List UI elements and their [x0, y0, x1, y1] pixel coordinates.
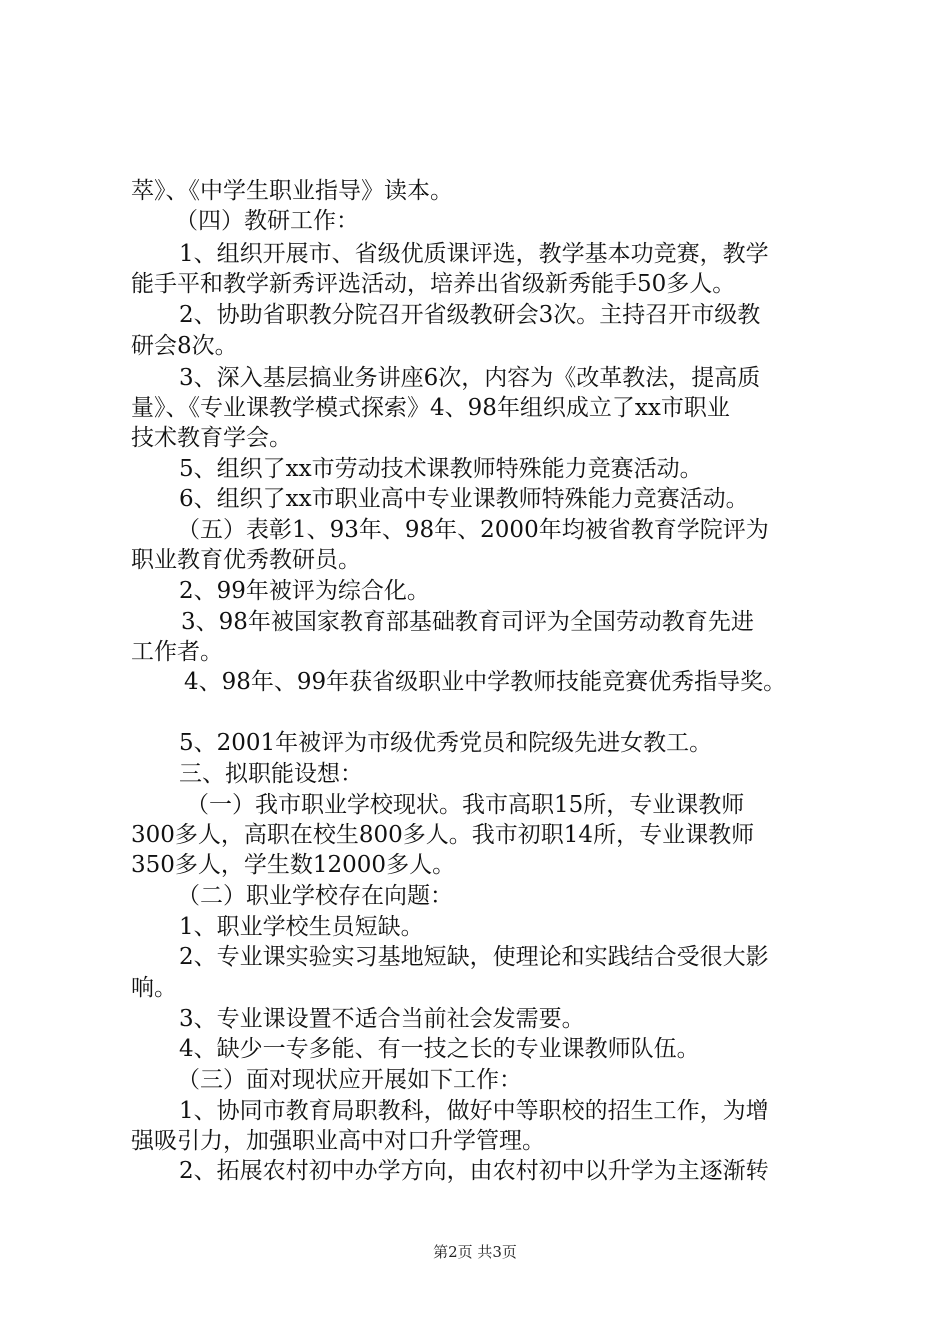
text-line: 350多人，学生数12000多人。	[131, 852, 456, 878]
text-line: 研会8次。	[131, 333, 238, 359]
text-line: （一）我市职业学校现状。我市高职15所，专业课教师	[186, 792, 745, 818]
text-line: 量》、《专业课教学模式探索》4、98年组织成立了xx市职业	[131, 395, 730, 421]
section-heading: 三、拟职能设想：	[179, 761, 363, 787]
text-line: 2、拓展农村初中办学方向，由农村初中以升学为主逐渐转	[179, 1158, 769, 1184]
section-heading: （五）表彰1、93年、98年、2000年均被省教育学院评为	[177, 517, 769, 543]
section-heading: （二）职业学校存在向题：	[177, 883, 453, 909]
text-line: 技术教育学会。	[131, 425, 292, 451]
text-line: 3、专业课设置不适合当前社会发需要。	[179, 1006, 585, 1032]
text-line: 5、组织了xx市劳动技术课教师特殊能力竞赛活动。	[179, 456, 703, 482]
text-line: 4、98年、99年获省级职业中学教师技能竞赛优秀指导奖。	[184, 669, 787, 695]
text-line: 职业教育优秀教研员。	[131, 547, 361, 573]
text-line: 1、协同市教育局职教科，做好中等职校的招生工作，为增	[179, 1098, 769, 1124]
text-line: 响。	[131, 975, 177, 1001]
text-line: 1、职业学校生员短缺。	[179, 914, 424, 940]
text-line: 4、缺少一专多能、有一技之长的专业课教师队伍。	[179, 1036, 700, 1062]
text-line: 300多人，高职在校生800多人。我市初职14所，专业课教师	[131, 822, 755, 848]
text-line: 2、协助省职教分院召开省级教研会3次。主持召开市级教	[179, 302, 761, 328]
text-line: 工作者。	[131, 639, 223, 665]
text-line: 6、组织了xx市职业高中专业课教师特殊能力竞赛活动。	[179, 486, 749, 512]
text-line: 萃》、《中学生职业指导》读本。	[131, 178, 453, 204]
section-heading: （三）面对现状应开展如下工作：	[177, 1067, 522, 1093]
page-footer: 第2页 共3页	[433, 1243, 517, 1261]
text-line: 2、专业课实验实习基地短缺，使理论和实践结合受很大影	[179, 944, 769, 970]
text-line: 3、98年被国家教育部基础教育司评为全国劳动教育先进	[181, 609, 754, 635]
text-line: 5、2001年被评为市级优秀党员和院级先进女教工。	[179, 730, 713, 756]
text-line: 能手平和教学新秀评选活动，培养出省级新秀能手50多人。	[131, 271, 736, 297]
text-line: 1、组织开展市、省级优质课评选，教学基本功竞赛，教学	[179, 241, 769, 267]
text-line: 2、99年被评为综合化。	[179, 578, 430, 604]
text-line: 强吸引力，加强职业高中对口升学管理。	[131, 1128, 545, 1154]
text-line: 3、深入基层搞业务讲座6次，内容为《改革教法，提高质	[179, 365, 761, 391]
section-heading: （四）教研工作：	[175, 208, 359, 234]
